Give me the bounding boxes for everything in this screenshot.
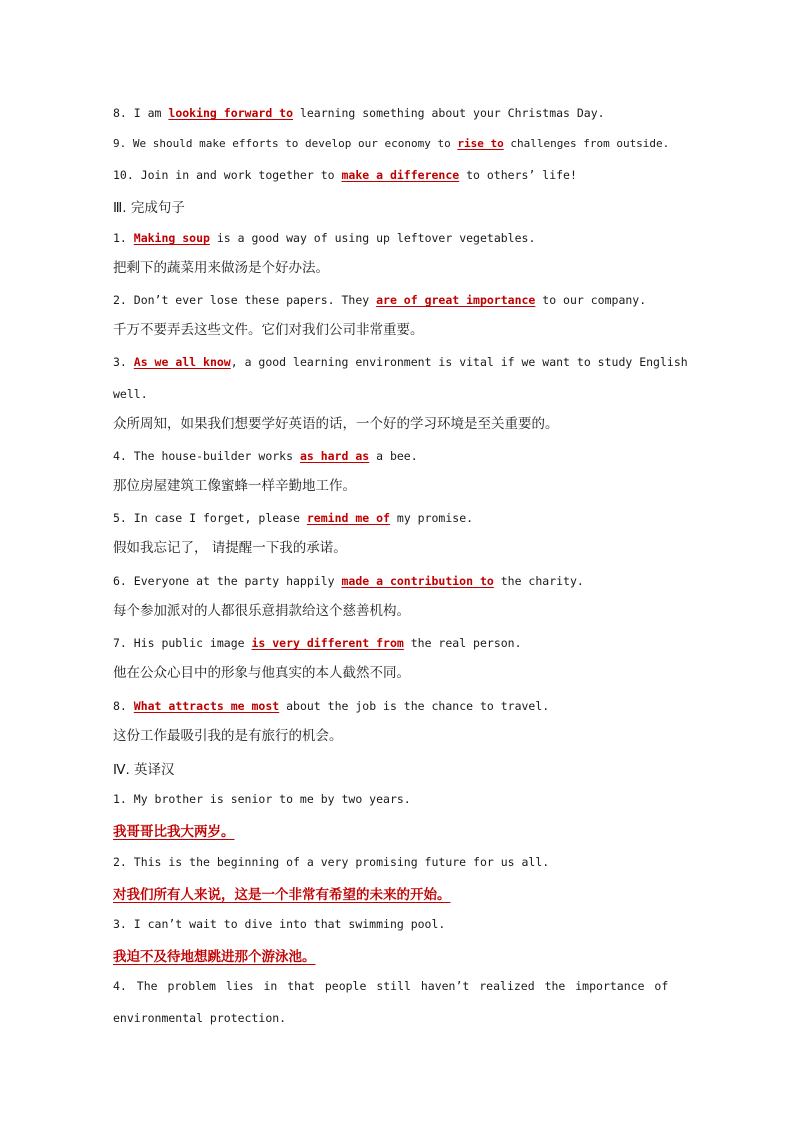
answer-blank: make a difference — [341, 168, 460, 182]
chinese-translation: 把剩下的蔬菜用来做汤是个好办法。 — [113, 260, 329, 276]
answer-blank: Making soup — [133, 231, 210, 245]
item-text: 3. — [113, 355, 134, 369]
answer-blank: As we all know — [133, 355, 231, 369]
item-continuation: environmental protection. — [113, 1011, 287, 1025]
chinese-translation: 千万不要弄丢这些文件。它们对我们公司非常重要。 — [113, 322, 424, 338]
exercise-item — [113, 167, 577, 183]
item-text: about the job is the chance to travel. — [279, 699, 550, 713]
item-text: 7. His public image — [113, 636, 252, 650]
item-text: my promise. — [389, 511, 474, 525]
item-text: a bee. — [369, 449, 418, 463]
answer-blank: made a contribution to — [341, 574, 494, 588]
answer-translation: 我哥哥比我大两岁。 — [113, 824, 235, 840]
item-text: to our company. — [535, 293, 647, 307]
exercise-item — [113, 136, 669, 152]
section-heading: Ⅲ. 完成句子 — [113, 200, 185, 216]
item-text: the real person. — [403, 636, 522, 650]
item-text: is a good way of using up leftover vegetables. — [209, 231, 536, 245]
exercise-item — [113, 573, 584, 589]
exercise-item — [113, 354, 688, 370]
answer-blank: as hard as — [299, 449, 370, 463]
item-text: 4. The house-builder works — [113, 449, 300, 463]
item-text: 2. Don’t ever lose these papers. They — [113, 293, 377, 307]
exercise-item: 4. The problem lies in that people still haven’t realized the importance of — [113, 979, 669, 993]
answer-blank: rise to — [457, 137, 504, 150]
item-text: 5. In case I forget, please — [113, 511, 307, 525]
item-text: 9. We should make efforts to develop our economy to — [113, 137, 458, 150]
exercise-item — [113, 292, 646, 308]
answer-blank: is very different from — [251, 636, 404, 650]
item-continuation: well. — [113, 387, 148, 401]
chinese-translation: 这份工作最吸引我的是有旅行的机会。 — [113, 728, 343, 744]
answer-blank: What attracts me most — [133, 699, 280, 713]
item-text: 1. — [113, 231, 134, 245]
exercise-item — [113, 230, 535, 246]
exercise-item — [113, 635, 522, 651]
chinese-translation: 他在公众心目中的形象与他真实的本人截然不同。 — [113, 665, 410, 681]
exercise-item — [113, 105, 605, 121]
answer-translation: 我迫不及待地想跳进那个游泳池。 — [113, 949, 316, 965]
item-text: to others’ life! — [459, 168, 577, 182]
exercise-item — [113, 510, 473, 526]
item-text: challenges from outside. — [503, 137, 670, 150]
answer-blank: looking forward to — [168, 106, 294, 120]
item-text: , a good learning environment is vital if we want to study English — [230, 355, 688, 369]
exercise-item — [113, 448, 418, 464]
answer-translation: 对我们所有人来说，这是一个非常有希望的未来的开始。 — [113, 887, 451, 903]
item-text: 8. I am — [113, 106, 169, 120]
item-text: learning something about your Christmas Day. — [293, 106, 605, 120]
chinese-translation: 那位房屋建筑工像蜜蜂一样辛勤地工作。 — [113, 478, 356, 494]
chinese-translation: 众所周知，如果我们想要学好英语的话，一个好的学习环境是至关重要的。 — [113, 416, 559, 432]
section-heading: Ⅳ. 英译汉 — [113, 762, 175, 778]
item-text: 6. Everyone at the party happily — [113, 574, 342, 588]
chinese-translation: 每个参加派对的人都很乐意捐款给这个慈善机构。 — [113, 603, 410, 619]
exercise-item: 1. My brother is senior to me by two years. — [113, 792, 411, 806]
exercise-item — [113, 698, 549, 714]
item-text: 8. — [113, 699, 134, 713]
chinese-translation: 假如我忘记了， 请提醒一下我的承诺。 — [113, 540, 347, 556]
exercise-item: 3. I can’t wait to dive into that swimming pool. — [113, 917, 446, 931]
answer-blank: remind me of — [306, 511, 390, 525]
answer-blank: are of great importance — [376, 293, 536, 307]
exercise-item: 2. This is the beginning of a very promising future for us all. — [113, 855, 550, 869]
item-text: 10. Join in and work together to — [113, 168, 342, 182]
item-text: the charity. — [493, 574, 584, 588]
